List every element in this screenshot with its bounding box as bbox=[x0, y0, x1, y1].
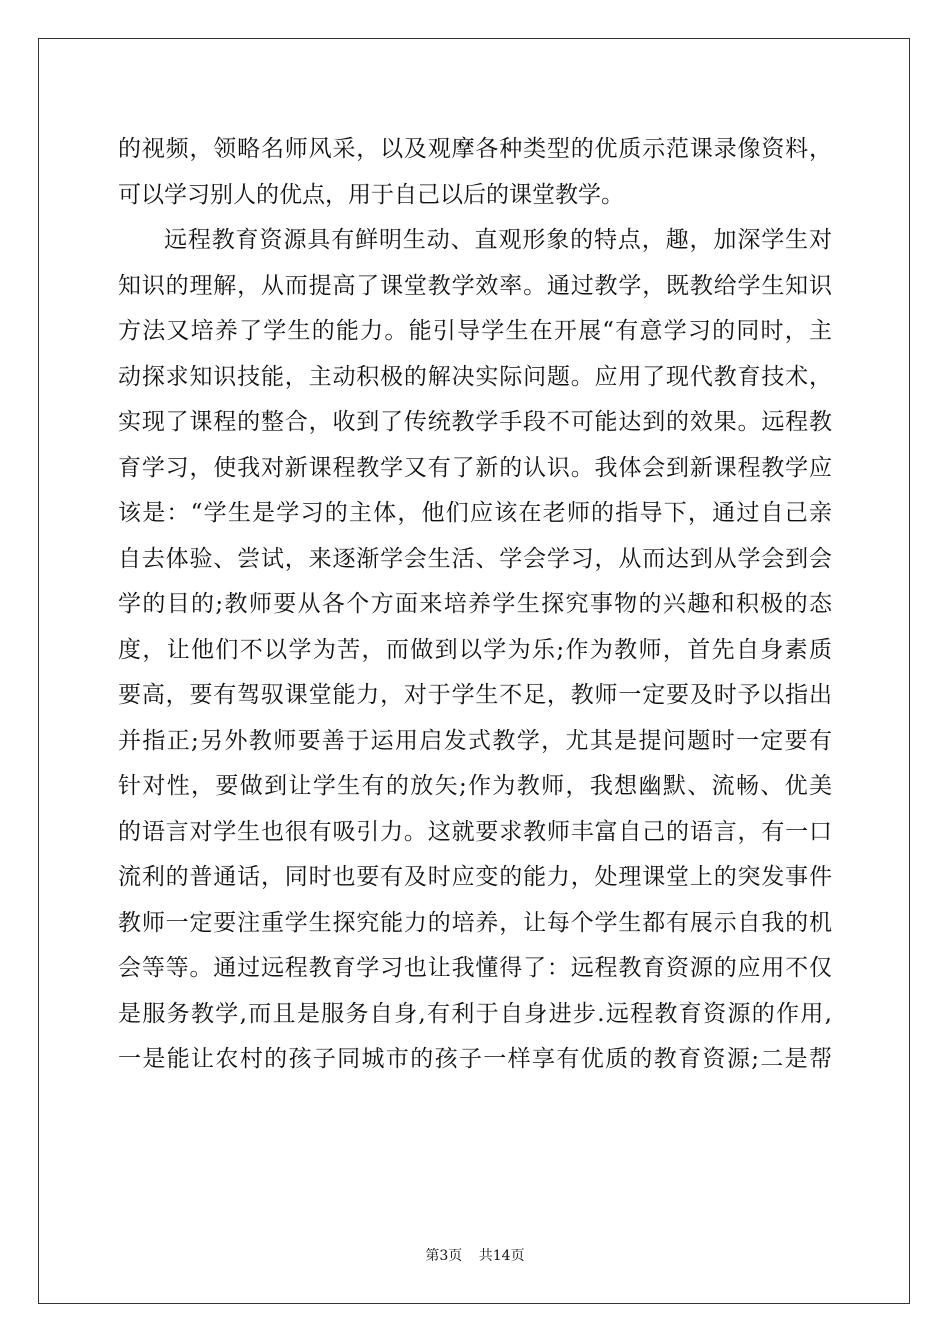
text-line: 是服务教学,而且是服务自身,有利于自身进步.远程教育资源的作用, bbox=[118, 1000, 832, 1027]
text-line: 的语言对学生也很有吸引力。这就要求教师丰富自己的语言，有一口 bbox=[118, 818, 832, 845]
paragraph-first-line: 远程教育资源具有鲜明生动、直观形象的特点，趣，加深学生对 bbox=[164, 227, 832, 253]
page-number: 第3页 bbox=[425, 1248, 463, 1264]
text-line: 会等等。通过远程教育学习也让我懂得了：远程教育资源的应用不仅 bbox=[118, 955, 832, 981]
text-line: 度，让他们不以学为苦，而做到以学为乐;作为教师，首先自身素质 bbox=[118, 636, 832, 663]
text-line: 一是能让农村的孩子同城市的孩子一样享有优质的教育资源;二是帮 bbox=[118, 1046, 832, 1072]
document-body bbox=[118, 127, 832, 1083]
text-line: 知识的理解，从而提高了课堂教学效率。通过教学，既教给学生知识 bbox=[118, 272, 832, 299]
page-footer bbox=[0, 1245, 950, 1265]
text-line: 的视频，领略名师风采，以及观摩各种类型的优质示范课录像资料， bbox=[118, 136, 832, 162]
text-line: 自去体验、尝试，来逐渐学会生活、学会学习，从而达到从学会到会 bbox=[118, 545, 832, 572]
text-line: 动探求知识技能，主动积极的解决实际问题。应用了现代教育技术， bbox=[118, 363, 832, 390]
text-line: 可以学习别人的优点，用于自己以后的课堂教学。 bbox=[118, 181, 624, 208]
text-line: 方法又培养了学生的能力。能引导学生在开展“有意学习的同时，主 bbox=[118, 318, 832, 344]
text-line: 教师一定要注重学生探究能力的培养，让每个学生都有展示自我的机 bbox=[118, 909, 832, 936]
text-line: 该是：“学生是学习的主体，他们应该在老师的指导下，通过自己亲 bbox=[118, 500, 832, 526]
text-line: 实现了课程的整合，收到了传统教学手段不可能达到的效果。远程教 bbox=[118, 409, 832, 435]
text-line: 要高，要有驾驭课堂能力，对于学生不足，教师一定要及时予以指出 bbox=[118, 682, 832, 708]
text-line: 学的目的;教师要从各个方面来培养学生探究事物的兴趣和积极的态 bbox=[118, 591, 832, 617]
text-line: 流利的普通话，同时也要有及时应变的能力，处理课堂上的突发事件 bbox=[118, 864, 832, 890]
text-line: 针对性，要做到让学生有的放矢;作为教师，我想幽默、流畅、优美 bbox=[118, 773, 832, 799]
text-line: 育学习，使我对新课程教学又有了新的认识。我体会到新课程教学应 bbox=[118, 454, 832, 481]
page-total: 共14页 bbox=[478, 1248, 525, 1264]
text-line: 并指正;另外教师要善于运用启发式教学，尤其是提问题时一定要有 bbox=[118, 727, 832, 754]
